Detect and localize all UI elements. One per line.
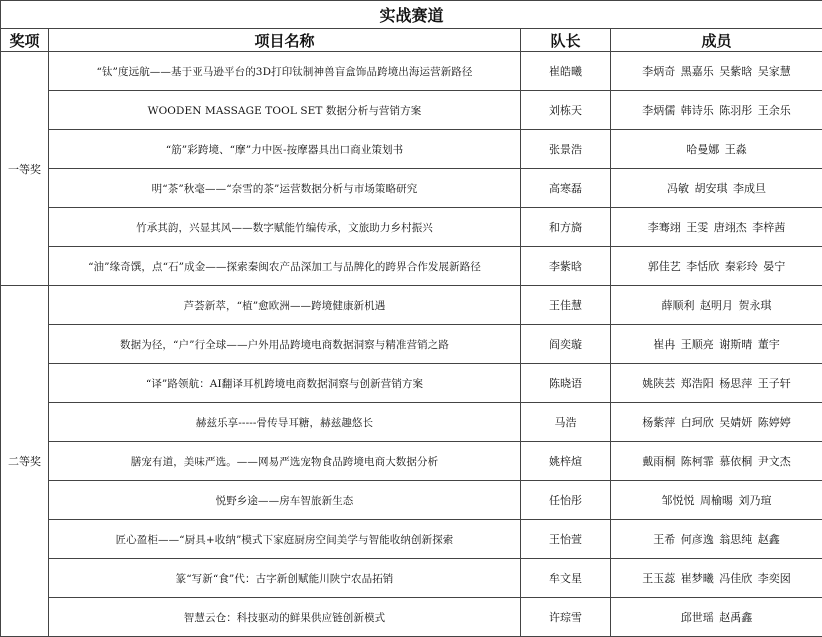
captain-name: 高寒磊 xyxy=(521,169,611,208)
captain-name: 陈晓语 xyxy=(521,364,611,403)
team-members: 戴雨桐 陈柯霏 慕依桐 尹文杰 xyxy=(611,442,822,481)
project-name: 芦荟新萃，“植”愈欧洲——跨境健康新机遇 xyxy=(49,286,521,325)
table-row xyxy=(1,286,822,325)
captain-name: 和方旖 xyxy=(521,208,611,247)
project-name: 明“茶”秋毫——“奈雪的茶”运营数据分析与市场策略研究 xyxy=(49,169,521,208)
captain-name: 姚梓煊 xyxy=(521,442,611,481)
team-members: 姚陕芸 郑浩阳 杨思萍 王子轩 xyxy=(611,364,822,403)
captain-name: 马浩 xyxy=(521,403,611,442)
team-members: 李骞翊 王雯 唐翊杰 李梓茜 xyxy=(611,208,822,247)
team-members: 王玉蕊 崔梦曦 冯佳欣 李奕囡 xyxy=(611,559,822,598)
project-name: WOODEN MASSAGE TOOL SET 数据分析与营销方案 xyxy=(49,91,521,130)
table-row xyxy=(1,130,822,169)
captain-name: 李紫晗 xyxy=(521,247,611,286)
project-name: 数据为径，“户”行全球——户外用品跨境电商数据洞察与精准营销之路 xyxy=(49,325,521,364)
captain-name: 王怡萱 xyxy=(521,520,611,559)
project-name: 膳宠有道，美味严选。——网易严选宠物食品跨境电商大数据分析 xyxy=(49,442,521,481)
team-members: 杨紫萍 白珂欣 吴婧妍 陈婷婷 xyxy=(611,403,822,442)
team-members: 李炳奇 黑嘉乐 吴紫晗 吴家慧 xyxy=(611,52,822,91)
captain-name: 王佳慧 xyxy=(521,286,611,325)
team-members: 李炳儒 韩诗乐 陈羽彤 王余乐 xyxy=(611,91,822,130)
team-members: 崔冉 王顺亮 谢斯晴 董宇 xyxy=(611,325,822,364)
project-name: “译”路领航：AI翻译耳机跨境电商数据洞察与创新营销方案 xyxy=(49,364,521,403)
table-row xyxy=(1,520,822,559)
team-members: 王希 何彦逸 翁思纯 赵鑫 xyxy=(611,520,822,559)
team-members: 郭佳艺 李恬欣 秦彩玲 晏宁 xyxy=(611,247,822,286)
project-name: “筋”彩跨境、“摩”力中医-按摩器具出口商业策划书 xyxy=(49,130,521,169)
table-row xyxy=(1,208,822,247)
table-row xyxy=(1,559,822,598)
captain-name: 崔皓曦 xyxy=(521,52,611,91)
table-row xyxy=(1,52,822,91)
table-row xyxy=(1,481,822,520)
header-members: 成员 xyxy=(611,29,822,52)
captain-name: 刘栋天 xyxy=(521,91,611,130)
header-row xyxy=(1,29,822,52)
table-row xyxy=(1,442,822,481)
header-project: 项目名称 xyxy=(49,29,521,52)
project-name: 悦野乡途——房车智旅新生态 xyxy=(49,481,521,520)
project-name: 竹承其韵，兴显其风——数字赋能竹编传承，文旅助力乡村振兴 xyxy=(49,208,521,247)
project-name: “钛”度远航——基于亚马逊平台的3D打印钛制神兽盲盒饰品跨境出海运营新路径 xyxy=(49,52,521,91)
team-members: 哈曼娜 王淼 xyxy=(611,130,822,169)
project-name: 匠心盈柜——“厨具+收纳”模式下家庭厨房空间美学与智能收纳创新探索 xyxy=(49,520,521,559)
captain-name: 许琮雪 xyxy=(521,598,611,637)
project-name: 篆“写新“食”代：古字新创赋能川陕宁农品拓销 xyxy=(49,559,521,598)
captain-name: 阎奕璇 xyxy=(521,325,611,364)
table-row xyxy=(1,598,822,637)
table-row xyxy=(1,325,822,364)
table-row xyxy=(1,247,822,286)
team-members: 冯敏 胡安琪 李成旦 xyxy=(611,169,822,208)
project-name: “油”缘奇馔，点“石”成金——探索秦闽农产品深加工与品牌化的跨界合作发展新路径 xyxy=(49,247,521,286)
team-members: 薛顺利 赵明月 贺永琪 xyxy=(611,286,822,325)
team-members: 邱世瑶 赵禹鑫 xyxy=(611,598,822,637)
table-row xyxy=(1,91,822,130)
team-members: 邹悦悦 周榆晹 刘乃瑄 xyxy=(611,481,822,520)
table-row xyxy=(1,169,822,208)
header-award: 奖项 xyxy=(1,29,49,52)
table-row xyxy=(1,403,822,442)
project-name: 智慧云仓：科技驱动的鲜果供应链创新模式 xyxy=(49,598,521,637)
captain-name: 牟文星 xyxy=(521,559,611,598)
header-captain: 队长 xyxy=(521,29,611,52)
table-title: 实战赛道 xyxy=(1,1,822,29)
award-level: 一等奖 xyxy=(1,52,49,286)
table-row xyxy=(1,364,822,403)
captain-name: 任怡彤 xyxy=(521,481,611,520)
title-row xyxy=(1,1,822,29)
captain-name: 张景浩 xyxy=(521,130,611,169)
project-name: 赫兹乐享-----骨传导耳糖，赫兹趣悠长 xyxy=(49,403,521,442)
award-level: 二等奖 xyxy=(1,286,49,637)
